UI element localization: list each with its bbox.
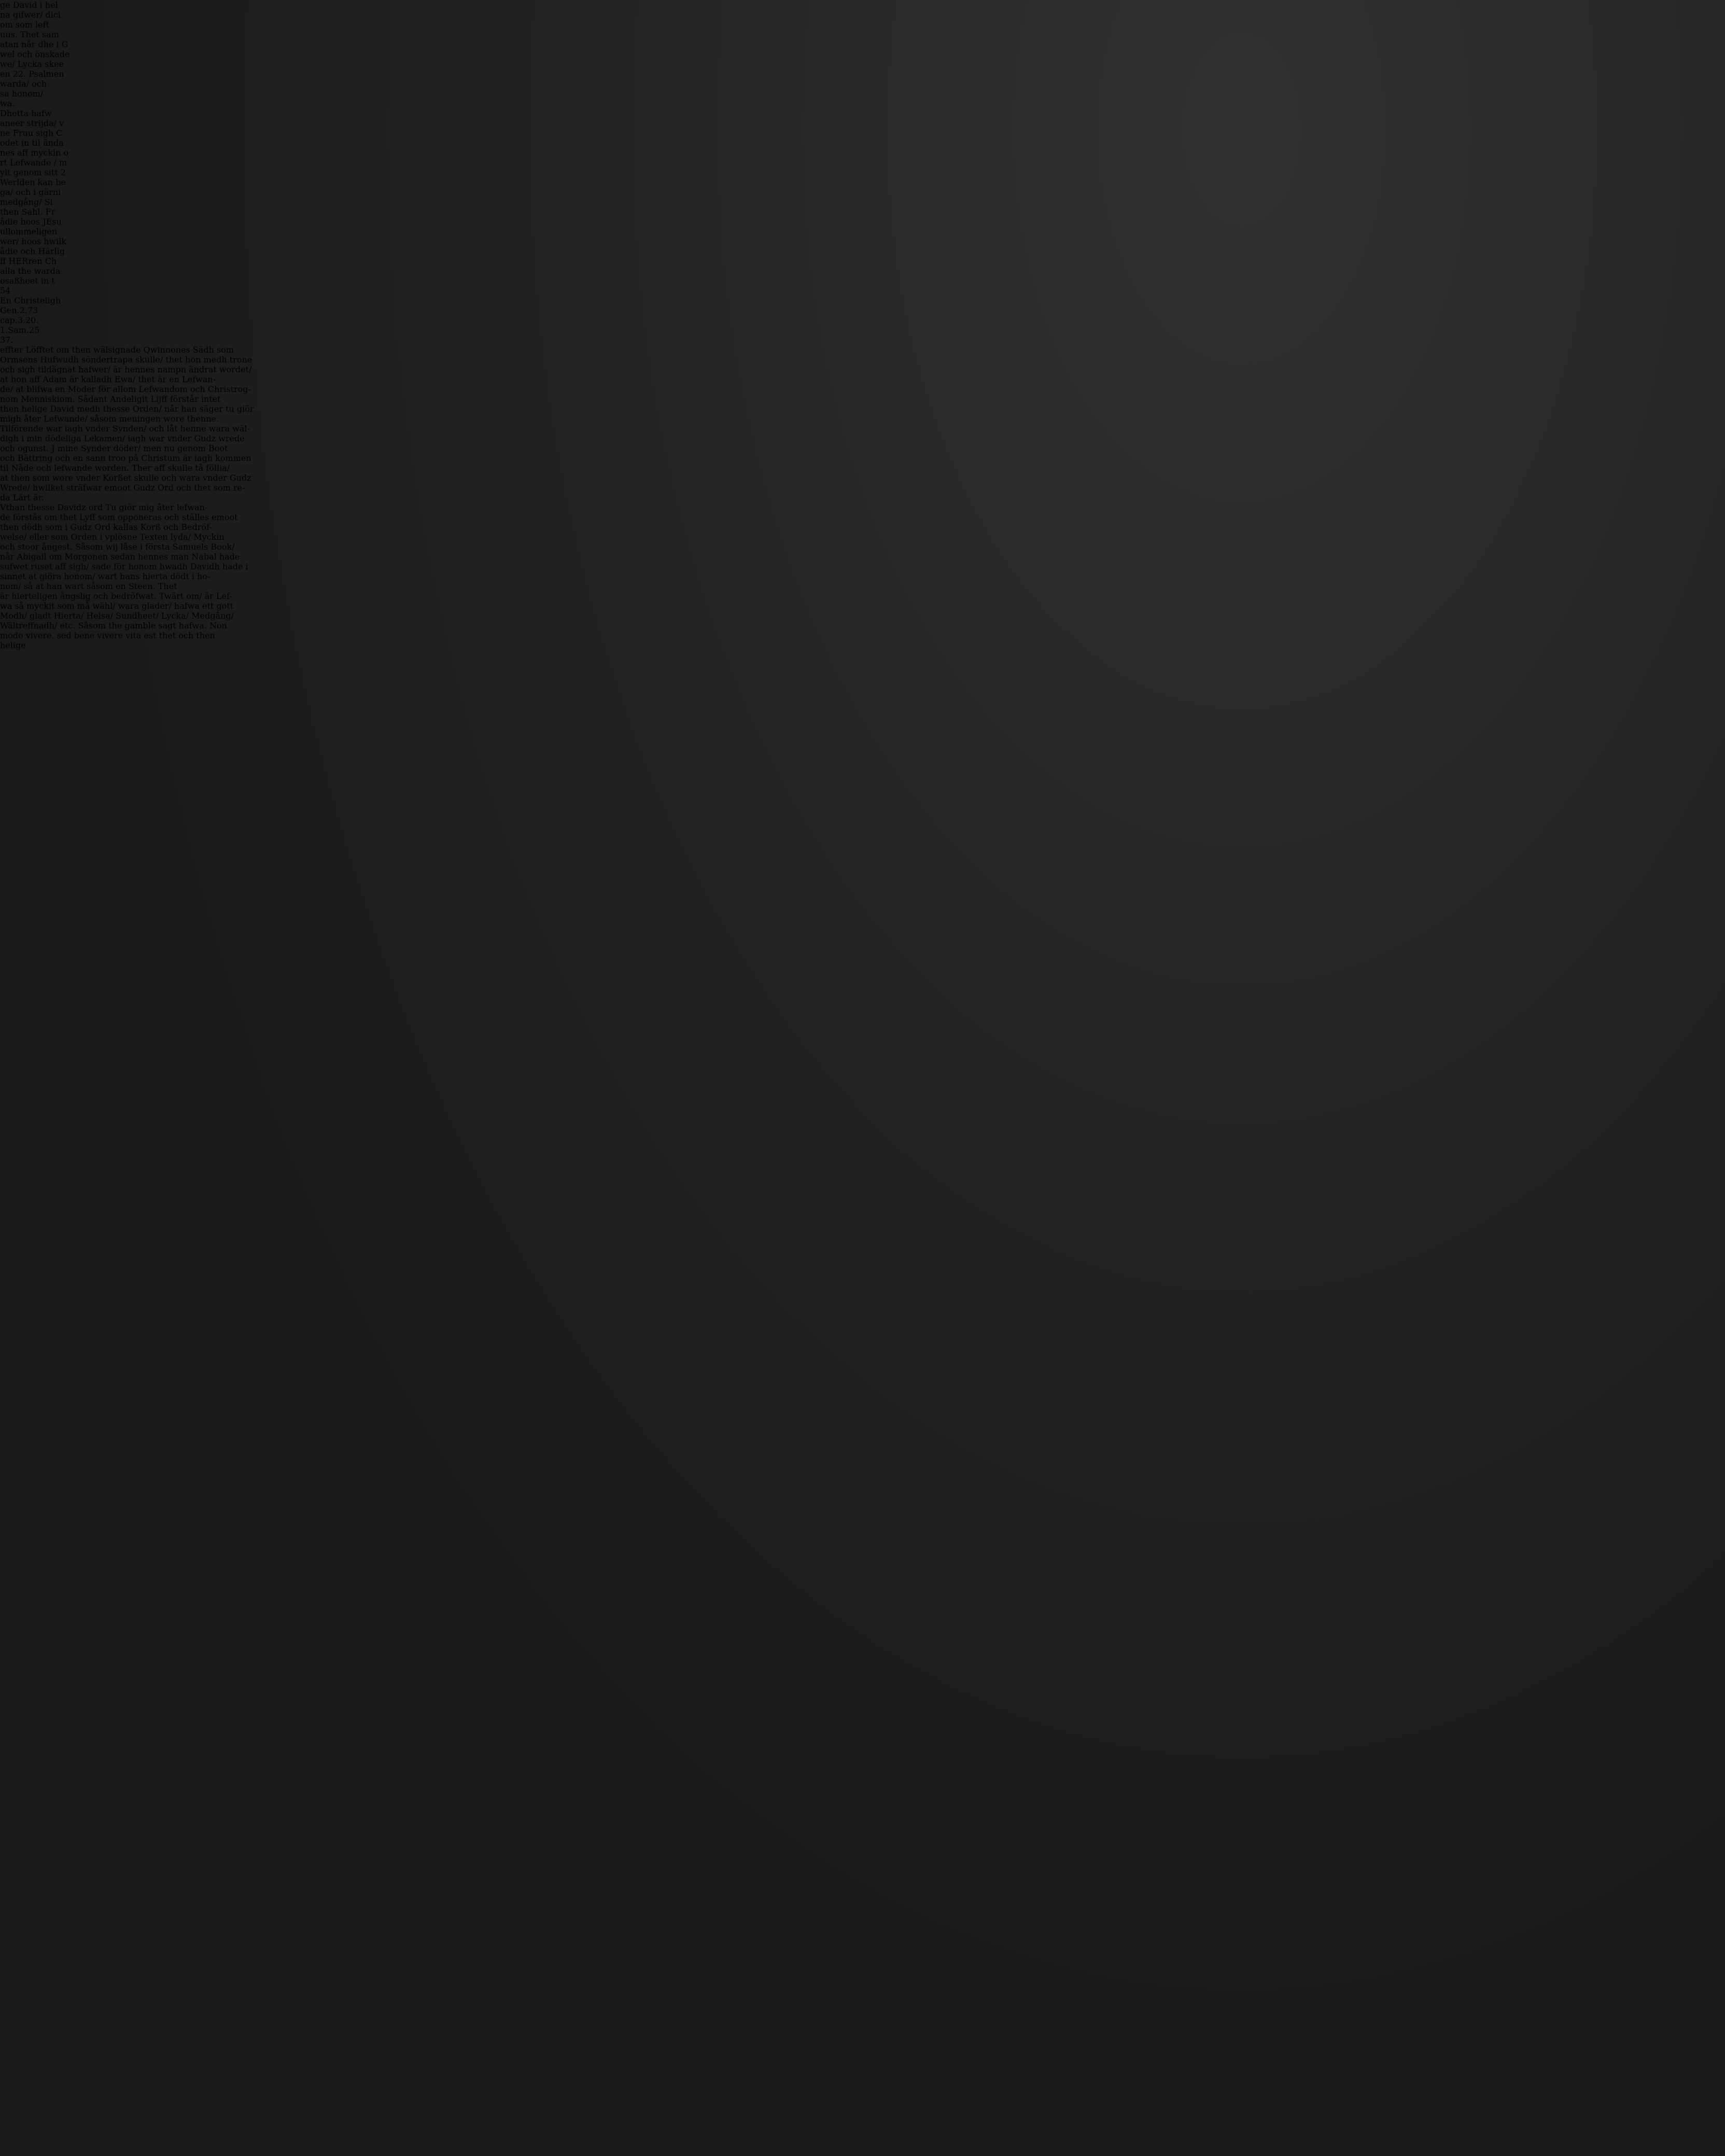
body-text-segment: then helige David medh thesse Orden/ når han säger [0, 404, 226, 414]
table-surface [0, 2025, 1725, 2156]
body-text-segment: welse/ [0, 532, 27, 542]
body-text-segment: så myckit som må wähl/ wara glader/ hafwa ett gott [12, 601, 234, 611]
body-line [0, 621, 1725, 631]
body-text-segment: Wältreffnadh/ etc. Såsom the gamble sagt hafwa. [0, 621, 209, 631]
body-line [0, 611, 1725, 621]
body-text-segment: Ewa/ [114, 374, 136, 384]
body-text-segment: nom Menniskiom. Sådant Andeligit Lijff förstår intet [0, 394, 221, 404]
next-page-text-fragment: sa honom/ [0, 89, 44, 99]
body-line [0, 453, 1725, 463]
next-page-text-fragment: then Sahl. Fr [0, 207, 55, 217]
next-page-text-fragment: medgång/ Si [0, 197, 53, 207]
next-page-text-fragment: nes aff myckin o [0, 148, 69, 158]
body-line [0, 424, 1725, 433]
margin-note-genesis [0, 305, 1725, 325]
body-line [0, 355, 1725, 365]
next-page-text-fragment: rt Lefwande / m [0, 158, 67, 167]
body-line [0, 463, 1725, 473]
body-line [0, 374, 1725, 384]
body-text-segment: then dödh som i Gudz Ord kallas [0, 522, 141, 532]
body-text-segment: Såsom wij låse i första Samuels Book/ [72, 542, 235, 552]
body-line [0, 473, 1725, 483]
body-text-segment: de förstås om thet Lyff som opponeras och ställes emoot [0, 512, 238, 522]
body-text-segment: Korß [140, 522, 161, 532]
next-page-text-fragment: en 22. Psalmen [0, 69, 64, 79]
body-line [0, 345, 1725, 355]
body-text-segment: migh åter Lefwande/ [0, 414, 88, 424]
body-line [0, 562, 1725, 571]
body-text-segment: och [161, 522, 181, 532]
body-text-segment: Bedröf- [181, 522, 212, 532]
next-page-text-fragment: atan når dhe i G [0, 39, 68, 49]
body-line [0, 384, 1725, 394]
next-page-text-fragment: uus. Thet sam [0, 30, 59, 39]
next-page-text-fragment: ga/ och i gärni [0, 187, 61, 197]
body-text-segment: thet och then [156, 631, 215, 640]
next-page-text-column [0, 0, 1725, 286]
next-page-text-fragment: osaßheet in t [0, 276, 55, 286]
body-line [0, 631, 1725, 640]
body-text-segment: tu giör [225, 404, 254, 414]
body-line [0, 365, 1725, 374]
body-text-segment: Non [209, 621, 227, 631]
body-text-segment: är hierteligen ångslig och bedröfwat. Twärt om/ är [0, 591, 216, 601]
margin-note-line: Gen.2.73 [0, 305, 38, 315]
next-page-text-fragment: ådie hoos JEsu [0, 217, 62, 227]
body-text-segment: Wrede/ hwilket sträfwar emoot Gudz Ord och thet som re- [0, 483, 245, 493]
body-text-segment: om Morgonen sedan hennes man [46, 552, 192, 562]
body-line [0, 522, 1725, 532]
body-line [0, 552, 1725, 562]
next-page-text-fragment: ff HERren Ch [0, 256, 57, 266]
body-text-segment: når [0, 552, 17, 562]
next-page-text-fragment: odet in til ända [0, 138, 64, 148]
page-number: 54 [0, 286, 11, 296]
body-text [0, 345, 1725, 640]
body-text-segment: hade [216, 552, 240, 562]
body-text-segment: effter Löfftet om then wälsignade Qwinnones Sädh som [0, 345, 234, 355]
margin-note-line: 1.Sam.25 [0, 325, 40, 335]
body-line [0, 581, 1725, 591]
body-text-segment: modo vivere, sed bene vivere vita est [0, 631, 157, 640]
body-line [0, 493, 1725, 502]
body-text-segment: och Bättring och en sann troo på Christum är iagh kommen [0, 453, 251, 463]
next-page-text-fragment: warda/ och [0, 79, 47, 89]
body-text-segment: nom/ så at han wart såsom en Steen. [0, 581, 156, 591]
body-text-segment: til Nåde och lefwande worden. Ther aff skulle tå föllia/ [0, 463, 230, 473]
next-page-text-fragment: ullommeligen [0, 227, 58, 236]
body-line [0, 443, 1725, 453]
next-page-text-fragment: Dhetta hafw [0, 108, 52, 118]
body-text-segment: wart hans hierta dödt i ho- [97, 571, 211, 581]
body-text-segment: de/ [0, 384, 13, 394]
body-line [0, 404, 1725, 414]
next-page-text-fragment: ylt genom sitt 2 [0, 167, 66, 177]
body-text-segment: sinnet at giöra honom/ [0, 571, 98, 581]
body-text-segment: thet är en [135, 374, 183, 384]
next-page-text-fragment: wel och önskade [0, 49, 70, 59]
body-text-segment: Tu giör mig åter lefwan- [105, 502, 208, 512]
next-page-text-fragment: na gifwer/ dici [0, 10, 61, 20]
body-line [0, 433, 1725, 443]
body-text-segment: at blifwa en Moder för allom Lefwandom och Christrog- [13, 384, 251, 394]
next-page-text-fragment: aneer strijda/ v [0, 118, 64, 128]
body-line [0, 483, 1725, 493]
body-text-segment: wa [0, 601, 12, 611]
running-header: En Christeligh [0, 296, 61, 305]
next-page-text-fragment: om som left [0, 20, 49, 30]
margin-note-samuel [0, 325, 1725, 345]
body-text-segment: Ormsens Hufwudh söndertrapa skulle/ thet hon medh trone [0, 355, 253, 365]
body-text-segment: Modh/ gladt Hierta/ Helsa/ Sundheet/ Lycka/ Medgång/ [0, 611, 234, 621]
body-text-segment: Thet [155, 581, 177, 591]
body-line [0, 394, 1725, 404]
body-text-segment: såsom meningen wore thenne. [87, 414, 219, 424]
margin-note-line: 37. [0, 335, 13, 345]
body-line [0, 591, 1725, 601]
body-line [0, 414, 1725, 424]
next-page-text-fragment: Werlden kan be [0, 177, 66, 187]
body-text-segment: da Lärt är. [0, 493, 44, 502]
body-line [0, 512, 1725, 522]
body-text-segment: Lef- [216, 591, 232, 601]
next-page-text-fragment: we/ Lycka skee [0, 59, 64, 69]
body-text-segment: Myckin [193, 532, 225, 542]
body-text-segment: sufwet ruset aff sigh/ sade för honom hwadh Davidh hade i [0, 562, 248, 571]
body-text-segment: Vthan thesse Davidz ord [0, 502, 106, 512]
body-text-segment: at hon aff Adam är kalladh [0, 374, 115, 384]
body-line [0, 601, 1725, 611]
body-line [0, 532, 1725, 542]
body-text-segment: Abigail [17, 552, 47, 562]
body-text-segment: och ogunst. J mine Synder döder/ men nu genom Boot [0, 443, 228, 453]
next-page-text-fragment: wa. [0, 99, 15, 108]
catchword: helige [0, 640, 26, 650]
margin-note-line: cap.3.20. [0, 315, 39, 325]
next-page-text-fragment: wer/ hoos hwilk [0, 236, 67, 246]
next-page-text-fragment: alla the warda [0, 266, 61, 276]
body-text-segment: eller som Orden i vplösne Texten lyda/ [26, 532, 194, 542]
next-page-text-fragment: ne Fruu sigh C [0, 128, 63, 138]
body-text-segment: och stoor ångest. [0, 542, 73, 552]
body-text-segment: Tilförende war iagh vnder Synden/ och låt henne wara wäl- [0, 424, 250, 433]
body-line [0, 502, 1725, 512]
next-page-text-fragment: ådie och Härlig [0, 246, 65, 256]
body-text-segment: at then som wore vnder Korßet skulle och wara vnder Gudz [0, 473, 251, 483]
body-text-segment: Nabal [191, 552, 217, 562]
body-line [0, 571, 1725, 581]
body-text-segment: Lefwan- [182, 374, 216, 384]
body-text-segment: digh i min dödeliga Lekamen/ iagh war vnder Gudz wrede [0, 433, 245, 443]
body-text-segment: och sigh tildägnat hafwer/ är hennes nampn ändrat wordet/ [0, 365, 252, 374]
body-line [0, 542, 1725, 552]
next-page-text-fragment: ge David i hel [0, 0, 58, 10]
